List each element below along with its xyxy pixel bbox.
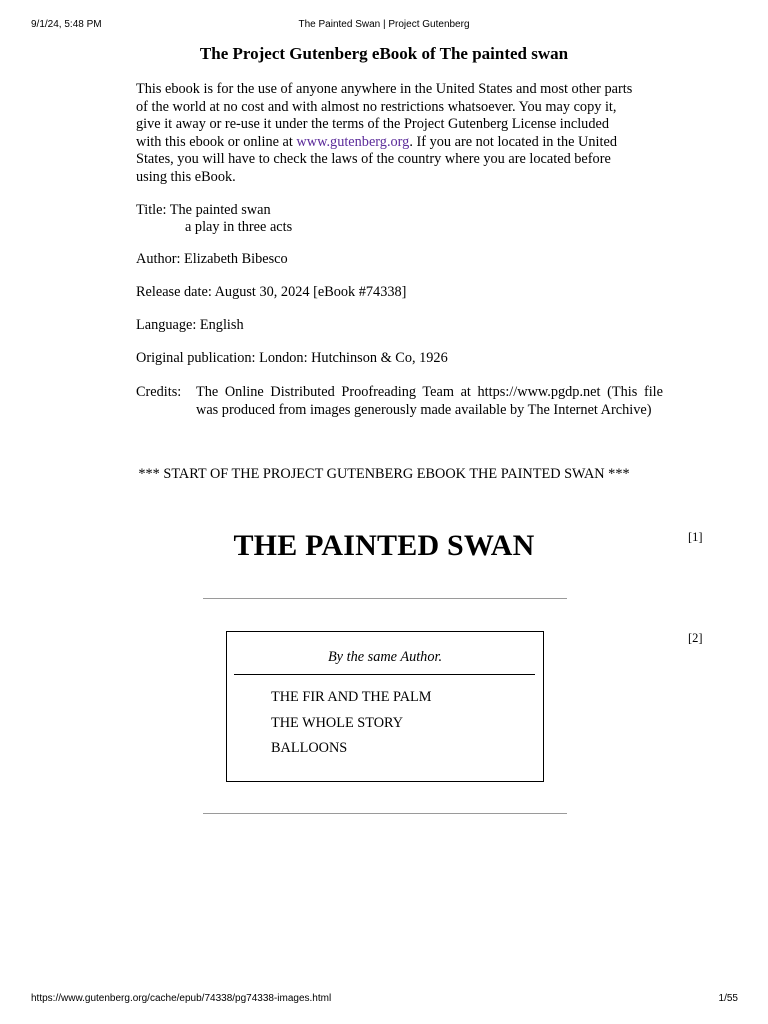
- print-page-number: 1/55: [718, 993, 738, 1004]
- intro-line: [136, 134, 663, 152]
- print-url: https://www.gutenberg.org/cache/epub/74338/pg74338-images.html: [31, 993, 332, 1004]
- work-item: THE WHOLE STORY: [271, 715, 404, 731]
- title-field: Title: The painted swan: [136, 202, 271, 218]
- start-marker: *** START OF THE PROJECT GUTENBERG EBOOK THE PAINTED SWAN ***: [138, 466, 630, 482]
- release-date-field: Release date: August 30, 2024 [eBook #74338]: [136, 284, 407, 300]
- ebook-heading: The Project Gutenberg eBook of The painted swan: [199, 44, 569, 63]
- gutenberg-link[interactable]: www.gutenberg.org: [296, 133, 410, 150]
- same-author-heading: By the same Author.: [327, 649, 443, 665]
- same-author-box: [226, 631, 544, 782]
- print-doc-title: The Painted Swan | Project Gutenberg: [298, 19, 470, 30]
- credits-label: Credits:: [136, 384, 182, 400]
- intro-paragraph: [136, 81, 663, 187]
- book-title: THE PAINTED SWAN: [233, 529, 535, 562]
- divider: [203, 813, 567, 814]
- page-marker-2: [2]: [688, 631, 703, 645]
- author-field: Author: Elizabeth Bibesco: [136, 251, 288, 267]
- work-item: THE FIR AND THE PALM: [271, 689, 432, 705]
- intro-line: using this eBook.: [136, 168, 236, 185]
- intro-text: with this ebook or online at: [136, 133, 297, 150]
- subtitle-field: a play in three acts: [185, 219, 293, 235]
- page-marker-1: [1]: [688, 530, 703, 544]
- intro-text: . If you are not located in the United: [409, 133, 617, 150]
- publication-field: Original publication: London: Hutchinson & Co, 1926: [136, 350, 448, 366]
- language-field: Language: English: [136, 317, 244, 333]
- credits-text: The Online Distributed Proofreading Team at https://www.pgdp.net (This file was produced from images generously made available by The Internet Archive): [196, 384, 663, 418]
- intro-line: This ebook is for the use of anyone anywhere in the United States and most other parts: [136, 81, 633, 97]
- divider: [203, 598, 567, 599]
- intro-line: States, you will have to check the laws of the country where you are located before: [136, 151, 611, 168]
- print-datetime: 9/1/24, 5:48 PM: [31, 19, 102, 30]
- intro-line: of the world at no cost and with almost no restrictions whatsoever. You may copy it,: [136, 98, 617, 115]
- intro-line: give it away or re-use it under the terms of the Project Gutenberg License included: [136, 116, 609, 133]
- work-item: BALLOONS: [271, 740, 348, 756]
- box-divider: [234, 674, 535, 675]
